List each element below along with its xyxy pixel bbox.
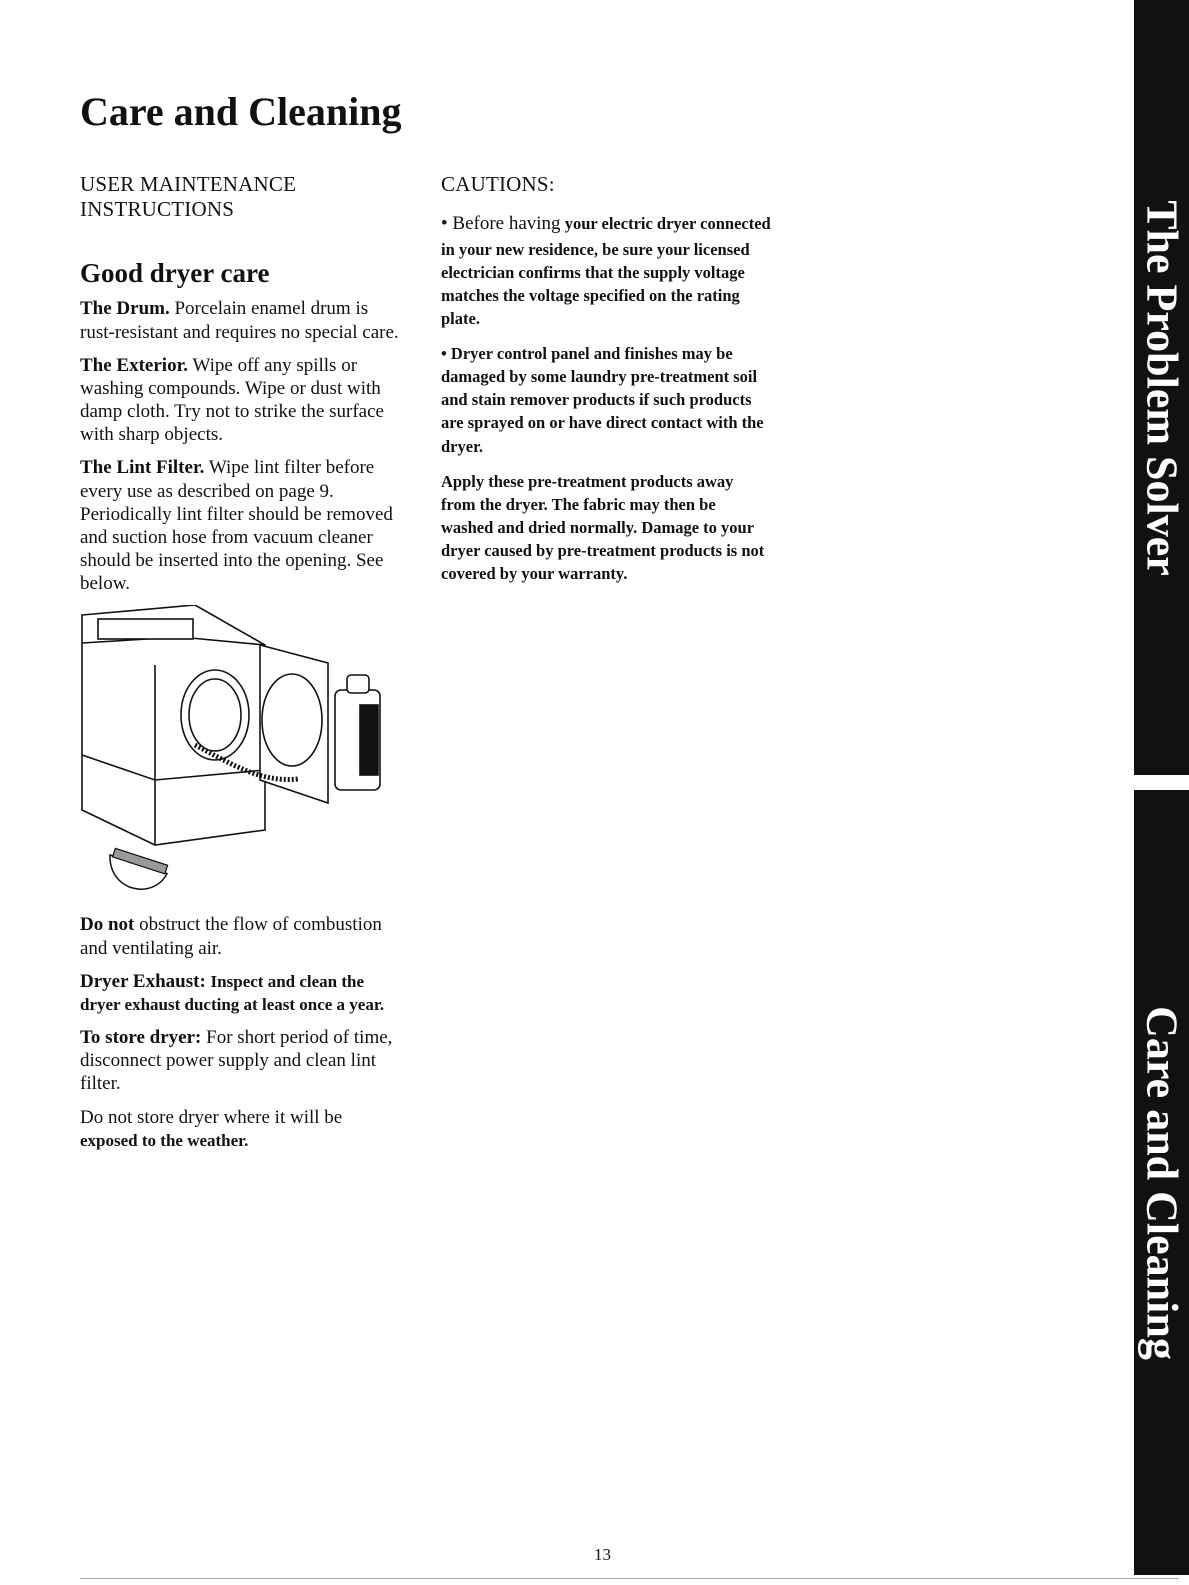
obstruct-label: Do not xyxy=(80,914,135,936)
tab-care-and-cleaning[interactable] xyxy=(1134,790,1189,1575)
left-column xyxy=(80,172,400,1162)
drum-text: Porcelain enamel drum is rust-resistant and requires no special care. xyxy=(80,298,399,343)
exterior-paragraph xyxy=(80,354,400,447)
exterior-label: The Exterior. xyxy=(80,354,189,376)
exhaust-text: Inspect and clean the dryer exhaust ducting at least once a year. xyxy=(80,971,385,1014)
dryer-vacuum-illustration xyxy=(80,605,400,905)
store-weather-text-a: Do not store dryer where it will be xyxy=(80,1106,343,1128)
caution-1-text: your electric dryer connected in your new residence, be sure your licensed electrician confirms that the supply voltage matches the voltage specified on the rating plate. xyxy=(441,214,771,329)
bottom-divider xyxy=(80,1578,1179,1579)
caution-2-text: Dryer control panel and finishes may be damaged by some laundry pre-treatment soil and stain remover products if such products are sprayed on or have direct contact with the dryer. xyxy=(441,344,764,456)
drum-paragraph xyxy=(80,297,400,343)
right-column xyxy=(441,172,771,597)
tab-problem-solver[interactable] xyxy=(1134,0,1189,775)
exhaust-paragraph xyxy=(80,970,400,1016)
page-title: Care and Cleaning xyxy=(80,89,402,134)
caution-1 xyxy=(441,211,771,330)
cautions-heading: CAUTIONS: xyxy=(441,172,555,196)
lint-filter-label: The Lint Filter. xyxy=(80,457,205,479)
subheading: Good dryer care xyxy=(80,258,270,289)
exhaust-label: Dryer Exhaust: xyxy=(80,970,206,992)
store-label: To store dryer: xyxy=(80,1027,202,1049)
drum-label: The Drum. xyxy=(80,298,170,320)
store-weather-text-b: exposed to the weather. xyxy=(80,1130,249,1150)
caution-3: Apply these pre-treatment products away from the dryer. The fabric may then be washed and dried normally. Damage to your dryer caused by pre-treatment products is not covered by your warranty. xyxy=(441,471,765,583)
caution-1-lead: Before having xyxy=(452,213,561,235)
obstruct-text: obstruct the flow of combustion and ventilating air. xyxy=(80,914,382,959)
bullet-1: • xyxy=(441,213,453,235)
lint-filter-text: Wipe lint filter before every use as described on page 9. Periodically lint filter should be removed and suction hose from vacuum cleaner should be inserted into the opening. See below. xyxy=(80,457,393,595)
store-weather-paragraph xyxy=(80,1106,400,1152)
lint-filter-paragraph xyxy=(80,456,400,595)
store-text: For short period of time, disconnect power supply and clean lint filter. xyxy=(80,1027,393,1095)
side-tab-strip xyxy=(1134,0,1189,1575)
obstruct-paragraph xyxy=(80,913,400,959)
section-heading: USER MAINTENANCE INSTRUCTIONS xyxy=(80,172,297,222)
bullet-2: • xyxy=(441,344,451,364)
caution-2 xyxy=(441,342,771,457)
store-paragraph xyxy=(80,1026,400,1096)
tab-care-and-cleaning-label: Care and Cleaning xyxy=(1137,1005,1186,1360)
exterior-text: Wipe off any spills or washing compounds. Wipe or dust with damp cloth. Try not to strike the surface with sharp objects. xyxy=(80,354,384,446)
tab-problem-solver-label: The Problem Solver xyxy=(1137,199,1186,576)
page-number: 13 xyxy=(594,1545,611,1564)
